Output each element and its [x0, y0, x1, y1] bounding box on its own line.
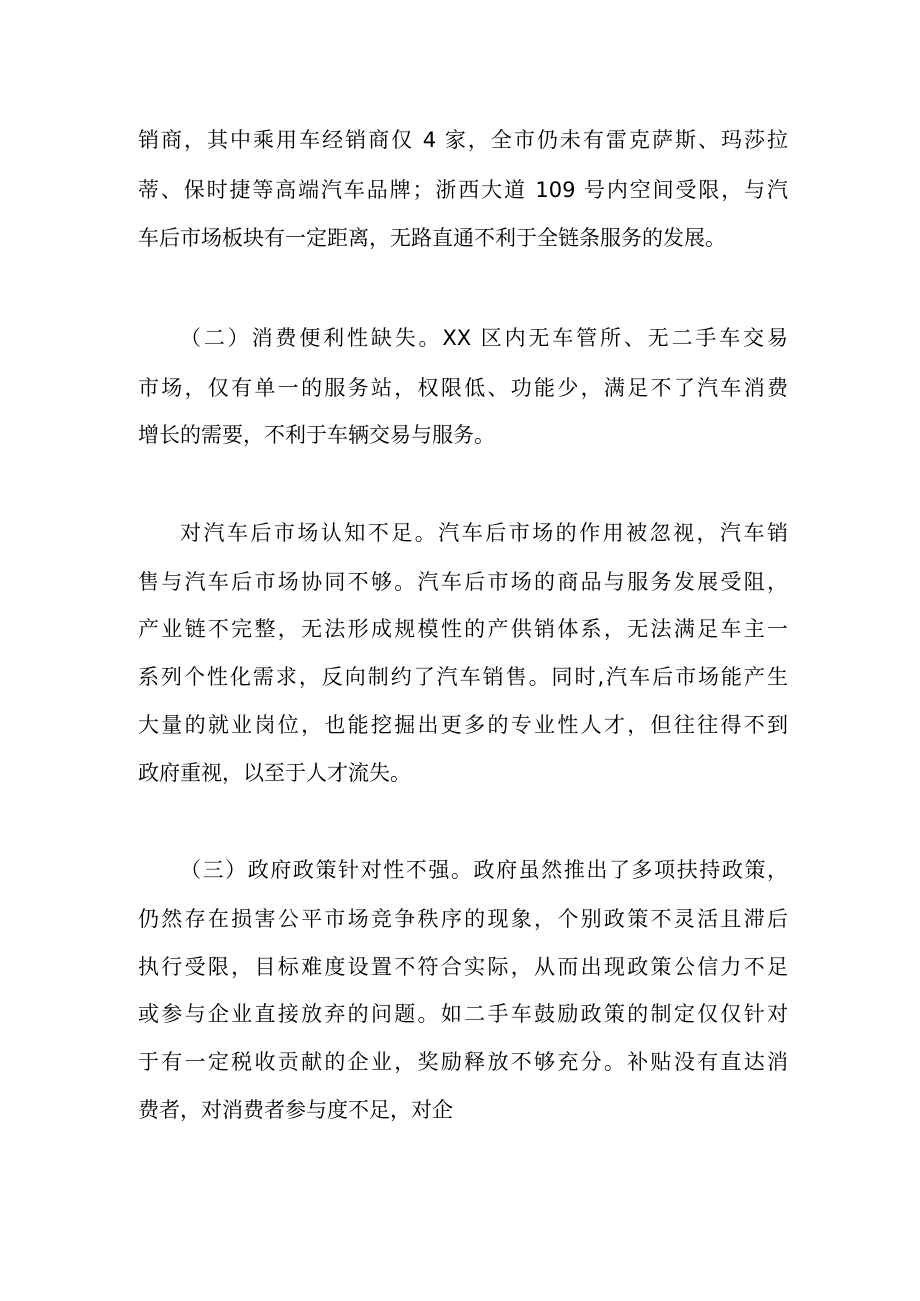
paragraph-4-line-5: 于有一定税收贡献的企业，奖励释放不够充分。补贴没有直达消 [138, 1050, 788, 1074]
paragraph-1-line-3: 车后市场板块有一定距离，无路直通不利于全链条服务的发展。 [138, 226, 726, 250]
paragraph-4-line-3: 执行受限，目标难度设置不符合实际，从而出现政策公信力不足 [138, 955, 788, 979]
paragraph-2-line-3: 增长的需要，不利于车辆交易与服务。 [138, 423, 495, 447]
paragraph-4-line-1: （三）政府政策针对性不强。政府虽然推出了多项扶持政策， [180, 858, 788, 882]
paragraph-2-line-1: （二）消费便利性缺失。XX 区内无车管所、无二手车交易 [180, 326, 788, 350]
paragraph-3-line-5: 大量的就业岗位，也能挖掘出更多的专业性人才，但往往得不到 [138, 713, 788, 737]
paragraph-3-line-3: 产业链不完整，无法形成规模性的产供销体系，无法满足车主一 [138, 617, 788, 641]
paragraph-4-line-6: 费者，对消费者参与度不足，对企 [138, 1098, 453, 1122]
paragraph-4-line-4: 或参与企业直接放弃的问题。如二手车鼓励政策的制定仅仅针对 [138, 1002, 788, 1026]
paragraph-4-line-2: 仍然存在损害公平市场竞争秩序的现象，个别政策不灵活且滞后 [138, 907, 788, 931]
paragraph-3-line-4: 系列个性化需求，反向制约了汽车销售。同时,汽车后市场能产生 [138, 665, 788, 689]
paragraph-3-line-1: 对汽车后市场认知不足。汽车后市场的作用被忽视，汽车销 [180, 521, 788, 545]
paragraph-2-line-2: 市场，仅有单一的服务站，权限低、功能少，满足不了汽车消费 [138, 376, 788, 400]
paragraph-3-line-6: 政府重视，以至于人才流失。 [138, 761, 411, 785]
paragraph-3-line-2: 售与汽车后市场协同不够。汽车后市场的商品与服务发展受阻， [138, 570, 788, 594]
paragraph-1-line-2: 蒂、保时捷等高端汽车品牌；浙西大道 109 号内空间受限，与汽 [138, 178, 788, 202]
paragraph-1-line-1: 销商，其中乘用车经销商仅 4 家，全市仍未有雷克萨斯、玛莎拉 [138, 128, 788, 152]
